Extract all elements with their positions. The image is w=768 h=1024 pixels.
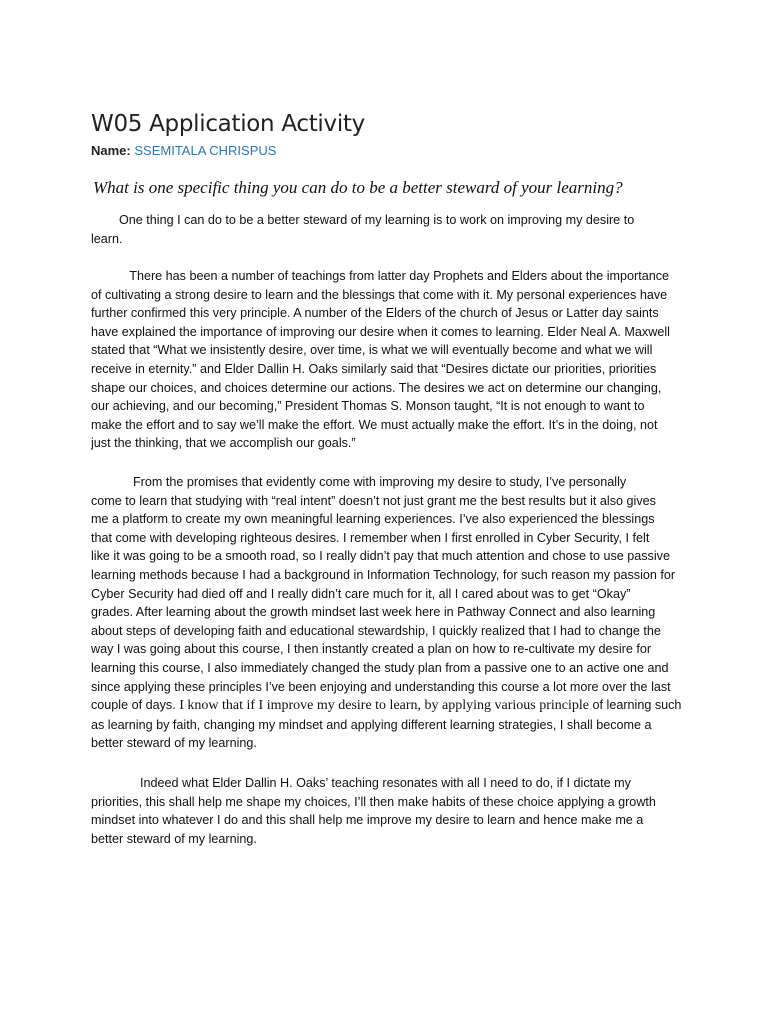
paragraph-line: stated that “What we insistently desire, over time, is what we will eventually become and what we will (91, 343, 653, 358)
paragraph-line: have explained the importance of improving our desire when it comes to learning. Elder Neal A. Maxwell (91, 324, 670, 339)
paragraph-line: There has been a number of teachings from latter day Prophets and Elders about the importance (91, 269, 670, 283)
serif-inline-text: I know that if I improve my desire to learn, by applying various principle (175, 698, 590, 714)
paragraph-line: grades. After learning about the growth mindset last week here in Pathway Connect and also learning (91, 605, 656, 620)
paragraph-line: since applying these principles I’ve been enjoying and understanding this course a lot more over the last (91, 679, 671, 694)
paragraph-line: better steward of my learning. (91, 831, 257, 846)
paragraph-line: From the promises that evidently come with improving my desire to study, I’ve personally (91, 475, 627, 489)
line-end: of learning such (589, 698, 682, 713)
paragraph-line: One thing I can do to be a better steward of my learning is to work on improving my desire to (91, 213, 635, 227)
paragraph-line: priorities, this shall help me shape my choices, I’ll then make habits of these choice applying a growth (91, 794, 656, 809)
paragraph-line: learn. (91, 231, 123, 246)
paragraph-line: Cyber Security had died off and I really didn’t care much for it, all I cared about was to get “Okay” (91, 586, 631, 601)
paragraph-line: like it was going to be a smooth road, so I really didn’t pay that much attention and chose to use passive (91, 549, 670, 564)
paragraph-line: as learning by faith, changing my mindset and applying different learning strategies, I shall become a (91, 717, 652, 732)
paragraph-line: mindset into whatever I do and this shall help me improve my desire to learn and hence make me a (91, 813, 644, 828)
name-value: SSEMITALA CHRISPUS (134, 143, 277, 158)
paragraph-line: further confirmed this very principle. A number of the Elders of the church of Jesus or Latter day saints (91, 306, 659, 321)
paragraph-line: receive in eternity.” and Elder Dallin H. Oaks similarly said that “Desires dictate our priorities, priorities (91, 361, 657, 376)
paragraph-line: that come with developing righteous desires. I remember when I first enrolled in Cyber Security, I felt (91, 530, 650, 545)
paragraph-line: learning this course, I also immediately changed the study plan from a passive one to an active one and (91, 660, 669, 675)
name-label: Name: (91, 143, 131, 158)
paragraph-1 (91, 211, 691, 248)
paragraph-line: make the effort and to say we’ll make the effort. We must actually make the effort. It’s in the doing, not (91, 417, 658, 432)
name-line (91, 143, 276, 158)
paragraph-3 (91, 473, 691, 753)
paragraph-line: shape our choices, and choices determine our actions. The desires we act on determine our changing, (91, 380, 662, 395)
paragraph-line: better steward of my learning. (91, 736, 257, 751)
paragraph-2 (91, 267, 691, 453)
paragraph-line: Indeed what Elder Dallin H. Oaks’ teaching resonates with all I need to do, if I dictate my (91, 776, 631, 790)
paragraph-line: me a platform to create my own meaningful learning experiences. I’ve also experienced the blessings (91, 512, 655, 527)
paragraph-line: about steps of developing faith and educational stewardship, I quickly realized that I had to change the (91, 623, 661, 638)
question-heading: What is one specific thing you can do to be a better steward of your learning? (93, 178, 623, 197)
paragraph-line: just the thinking, that we accomplish our goals.” (91, 436, 356, 451)
paragraph-line: our achieving, and our becoming,” President Thomas S. Monson taught, “It is not enough to want to (91, 399, 645, 414)
line-start: couple of days. (91, 698, 176, 713)
paragraph-line: way I was going about this course, I then instantly created a plan on how to re-cultivate my desire for (91, 642, 652, 657)
paragraph-line: come to learn that studying with “real intent” doesn’t not just grant me the best results but it also gives (91, 493, 656, 508)
paragraph-line: of cultivating a strong desire to learn and the blessings that come with it. My personal experiences have (91, 287, 668, 302)
document-title: W05 Application Activity (91, 111, 365, 137)
paragraph-line: learning methods because I had a background in Information Technology, for such reason my passion for (91, 567, 676, 582)
paragraph-line-mixed (91, 696, 691, 716)
paragraph-4 (91, 774, 691, 848)
